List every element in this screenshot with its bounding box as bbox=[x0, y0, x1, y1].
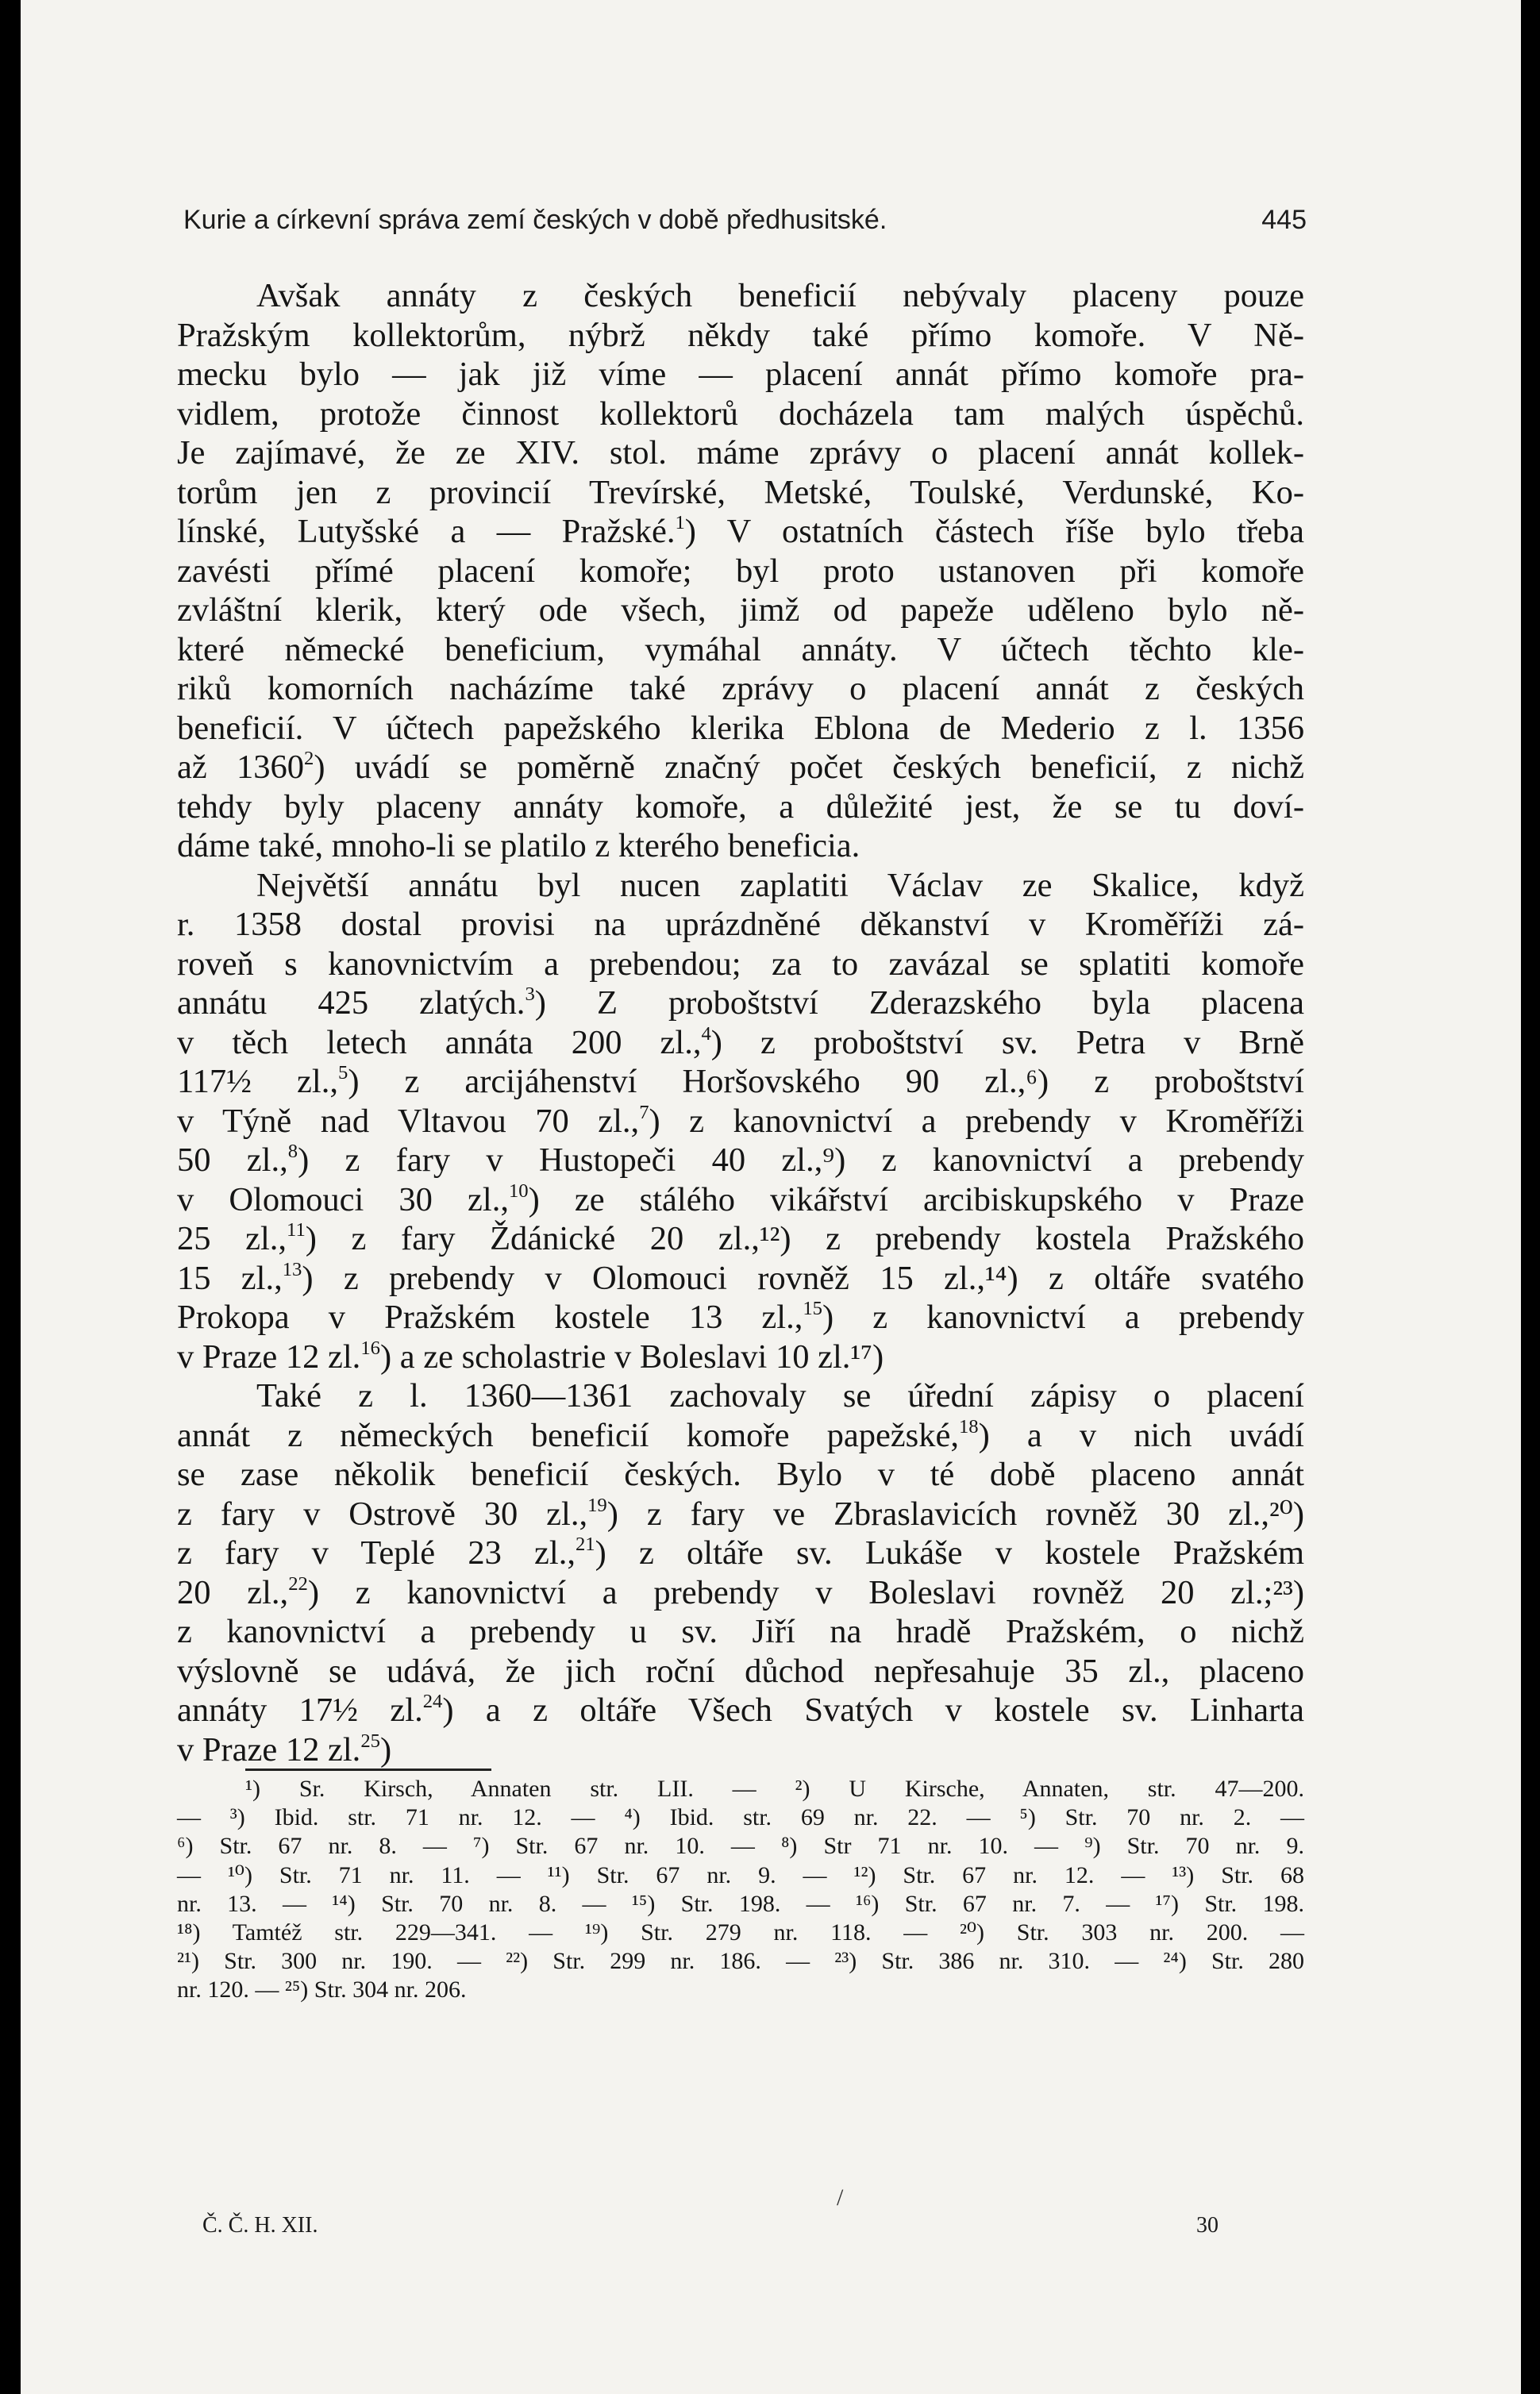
footnote-line: — ³) Ibid. str. 71 nr. 12. — ⁴) Ibid. str. 69 nr. 22. — ⁵) Str. 70 nr. 2. — bbox=[177, 1804, 1304, 1831]
footnote-ref: 16 bbox=[360, 1337, 380, 1359]
text-line: torům jen z provincií Trevírské, Metské, Toulské, Verdunské, Ko- bbox=[177, 473, 1304, 511]
footnote-ref: 4 bbox=[701, 1022, 711, 1045]
footnote-line: nr. 13. — ¹⁴) Str. 70 nr. 8. — ¹⁵) Str. 198. — ¹⁶) Str. 67 nr. 7. — ¹⁷) Str. 198. bbox=[177, 1890, 1304, 1917]
footnote-ref: 3 bbox=[525, 983, 535, 1005]
text-line: až 1360$^2$) uvádí se poměrně značný počet českých beneficií, z nichž bbox=[177, 747, 1304, 786]
text-line: vidlem, protože činnost kollektorů docházela tam malých úspěchů. bbox=[177, 395, 1304, 433]
text-line: annáty 17½ zl.$^{24}$) a z oltáře Všech Svatých v kostele sv. Linharta bbox=[177, 1690, 1304, 1729]
text-line: výslovně se udává, že jich roční důchod nepřesahuje 35 zl., placeno bbox=[177, 1652, 1304, 1690]
text-line: v Praze 12 zl.$^{16}$) a ze scholastrie v Boleslavi 10 zl.¹⁷) bbox=[177, 1337, 884, 1376]
footnote-ref: 22 bbox=[288, 1572, 308, 1595]
text-line: z fary v Ostrově 30 zl.,$^{19}$) z fary ve Zbraslavicích rovněž 30 zl.,²⁰) bbox=[177, 1494, 1304, 1533]
footnote-ref: 18 bbox=[958, 1415, 979, 1438]
footnote-ref: 7 bbox=[639, 1101, 649, 1123]
footnote-ref: 5 bbox=[337, 1061, 348, 1083]
text-line: línské, Lutyšské a — Pražské.$^1$) V ostatních částech říše bylo třeba bbox=[177, 511, 1304, 550]
text-line: zavésti přímé placení komoře; byl proto ustanoven při komoře bbox=[177, 552, 1304, 590]
running-header bbox=[183, 205, 1307, 236]
text-line: riků komorních nacházíme také zprávy o placení annát z českých bbox=[177, 670, 1304, 707]
footnote-separator bbox=[245, 1769, 491, 1771]
running-title: Kurie a církevní správa zemí českých v době předhusitské. bbox=[183, 205, 887, 235]
text-line: Avšak annáty z českých beneficií nebývaly placeny pouze bbox=[256, 277, 1304, 314]
text-line: mecku bylo — jak již víme — placení annát přímo komoře pra- bbox=[177, 356, 1304, 393]
footnote-line: ⁶) Str. 67 nr. 8. — ⁷) Str. 67 nr. 10. — ⁸) Str 71 nr. 10. — ⁹) Str. 70 nr. 9. bbox=[177, 1833, 1304, 1860]
pencil-mark: / bbox=[837, 2184, 844, 2211]
text-line: 15 zl.,$^{13}$) z prebendy v Olomouci rovněž 15 zl.,¹⁴) z oltáře svatého bbox=[177, 1258, 1305, 1297]
text-line: beneficií. V účtech papežského klerika Eblona de Mederio z l. 1356 bbox=[177, 709, 1304, 747]
text-line: 25 zl.,$^{11}$) z fary Ždánické 20 zl.,¹²) z prebendy kostela Pražského bbox=[177, 1218, 1304, 1257]
footnote-line: — ¹⁰) Str. 71 nr. 11. — ¹¹) Str. 67 nr. 9. — ¹²) Str. 67 nr. 12. — ¹³) Str. 68 bbox=[177, 1861, 1304, 1888]
footnote-line: ²¹) Str. 300 nr. 190. — ²²) Str. 299 nr. 186. — ²³) Str. 386 nr. 310. — ²⁴) Str. 280 bbox=[177, 1948, 1304, 1975]
volume-signature: Č. Č. H. XII. bbox=[202, 2213, 318, 2238]
footnote-ref: 10 bbox=[508, 1180, 529, 1202]
footnote-ref: 25 bbox=[360, 1730, 380, 1752]
text-line: v těch letech annáta 200 zl.,$^4$) z proboštství sv. Petra v Brně bbox=[177, 1022, 1305, 1061]
footnote-ref: 19 bbox=[587, 1494, 607, 1516]
footnote-ref: 21 bbox=[575, 1533, 595, 1555]
text-line: Je zajímavé, že ze XIV. stol. máme zprávy o placení annát kollek- bbox=[177, 434, 1304, 471]
text-line: Pražským kollektorům, nýbrž někdy také přímo komoře. V Ně- bbox=[177, 316, 1304, 354]
text-line: roveň s kanovnictvím a prebendou; za to zavázal se splatiti komoře bbox=[177, 945, 1304, 983]
text-line: v Praze 12 zl.$^{25}$) bbox=[177, 1730, 392, 1769]
footnote-ref: 24 bbox=[422, 1690, 443, 1712]
footnote-line: nr. 120. — ²⁵) Str. 304 nr. 206. bbox=[177, 1976, 467, 2003]
text-line: Prokopa v Pražském kostele 13 zl.,$^{15}$) z kanovnictví a prebendy bbox=[177, 1297, 1304, 1336]
text-line: z fary v Teplé 23 zl.,$^{21}$) z oltáře sv. Lukáše v kostele Pražském bbox=[177, 1533, 1304, 1572]
text-line: zvláštní klerik, který ode všech, jimž od papeže uděleno bylo ně- bbox=[177, 591, 1304, 629]
text-line: Také z l. 1360—1361 zachovaly se úřední zápisy o placení bbox=[256, 1377, 1304, 1414]
footnote-line: ¹⁸) Tamtéž str. 229—341. — ¹⁹) Str. 279 nr. 118. — ²⁰) Str. 303 nr. 200. — bbox=[177, 1919, 1304, 1946]
text-line: se zase několik beneficií českých. Bylo v té době placeno annát bbox=[177, 1456, 1304, 1493]
text-line: annátu 425 zlatých.$^3$) Z proboštství Zderazského byla placena bbox=[177, 983, 1304, 1022]
footnote-ref: 1 bbox=[675, 511, 685, 533]
text-line: v Olomouci 30 zl.,$^{10}$) ze stálého vikářství arcibiskupského v Praze bbox=[177, 1180, 1304, 1218]
text-line: z kanovnictví a prebendy u sv. Jiří na hradě Pražském, o nichž bbox=[177, 1613, 1304, 1650]
page-footer bbox=[202, 2213, 1219, 2238]
text-line: tehdy byly placeny annáty komoře, a důležité jest, že se tu doví- bbox=[177, 787, 1304, 826]
book-page bbox=[21, 0, 1521, 2394]
text-line: které německé beneficium, vymáhal annáty. V účtech těchto kle- bbox=[177, 630, 1304, 668]
text-line: r. 1358 dostal provisi na uprázdněné děkanství v Kroměříži zá- bbox=[177, 906, 1304, 943]
text-line: v Týně nad Vltavou 70 zl.,$^7$) z kanovnictví a prebendy v Kroměříži bbox=[177, 1101, 1304, 1140]
text-line: 20 zl.,$^{22}$) z kanovnictví a prebendy v Boleslavi rovněž 20 zl.;²³) bbox=[177, 1572, 1304, 1611]
footnotes bbox=[177, 1775, 1304, 2005]
text-line: 50 zl.,$^8$) z fary v Hustopeči 40 zl.,⁹) z kanovnictví a prebendy bbox=[177, 1140, 1304, 1179]
footnote-ref: 11 bbox=[287, 1218, 306, 1241]
footnote-ref: 2 bbox=[304, 747, 314, 769]
footnote-ref: 8 bbox=[287, 1140, 298, 1162]
footnote-line: ¹) Sr. Kirsch, Annaten str. LII. — ²) U Kirsche, Annaten, str. 47—200. bbox=[245, 1776, 1304, 1802]
sheet-number: 30 bbox=[1196, 2213, 1219, 2238]
footnote-ref: 15 bbox=[803, 1297, 822, 1319]
main-text bbox=[177, 276, 1304, 1769]
page-number: 445 bbox=[1261, 205, 1307, 235]
text-line: Největší annátu byl nucen zaplatiti Václav ze Skalice, když bbox=[256, 866, 1304, 904]
text-line: annát z německých beneficií komoře papežské,$^{18}$) a v nich uvádí bbox=[177, 1415, 1304, 1454]
footnote-ref: 13 bbox=[282, 1258, 302, 1280]
text-line: 117½ zl.,$^5$) z arcijáhenství Horšovského 90 zl.,⁶) z proboštství bbox=[177, 1061, 1304, 1100]
text-line: dáme také, mnoho-li se platilo z kterého beneficia. bbox=[177, 827, 860, 864]
